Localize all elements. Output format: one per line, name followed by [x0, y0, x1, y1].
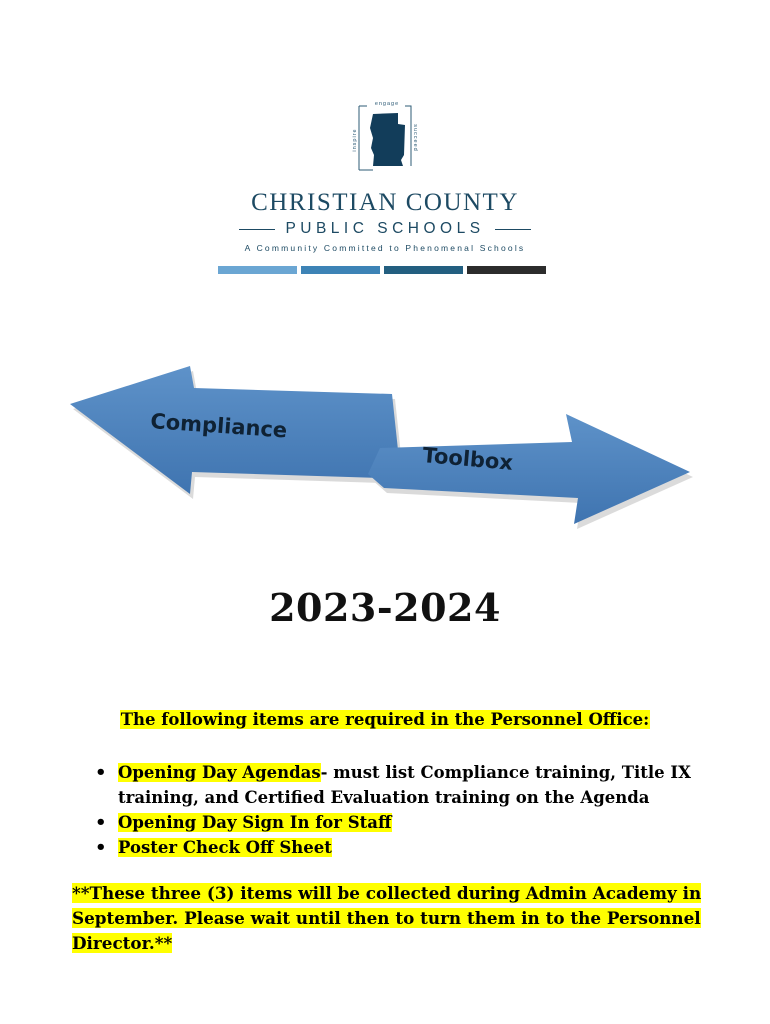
compliance-label: Compliance	[149, 409, 288, 443]
ring-word-succeed: succeed	[412, 124, 418, 152]
item-title: Opening Day Agendas	[118, 763, 321, 782]
note-text: **These three (3) items will be collected during Admin Academy in September. Please wait until then to turn them in to the Personnel Director.**	[72, 883, 702, 953]
school-year-heading: 2023-2024	[269, 585, 501, 630]
intro-text: The following items are required in the Personnel Office:	[120, 710, 650, 729]
collection-note	[72, 881, 712, 956]
required-items-list	[118, 760, 698, 860]
list-item	[118, 835, 698, 860]
list-item	[118, 760, 698, 810]
district-subname: PUBLIC SCHOOLS	[285, 220, 485, 237]
toolbox-label: Toolbox	[421, 443, 514, 475]
district-subname-row	[0, 220, 770, 238]
county-map-icon	[353, 100, 417, 172]
district-name: CHRISTIAN COUNTY	[251, 189, 519, 216]
right-arrow-icon	[368, 414, 690, 524]
list-item	[118, 810, 698, 835]
color-bar	[467, 266, 546, 274]
color-bar	[301, 266, 380, 274]
item-detail: - must list Compliance training, Title IX training, and Certified Evaluation training on the Agenda	[118, 763, 691, 807]
divider	[239, 229, 275, 230]
color-bar	[384, 266, 463, 274]
item-title: Opening Day Sign In for Staff	[118, 813, 392, 832]
ring-word-engage: engage	[374, 101, 400, 107]
divider	[495, 229, 531, 230]
color-bars	[218, 266, 546, 274]
item-title: Poster Check Off Sheet	[118, 838, 332, 857]
ring-word-inspire: inspire	[352, 128, 358, 152]
compliance-toolbox-graphic	[62, 362, 702, 532]
district-tagline: A Community Committed to Phenomenal Schools	[244, 243, 526, 253]
district-logo	[0, 100, 770, 253]
color-bar	[218, 266, 297, 274]
intro-line	[0, 710, 770, 729]
